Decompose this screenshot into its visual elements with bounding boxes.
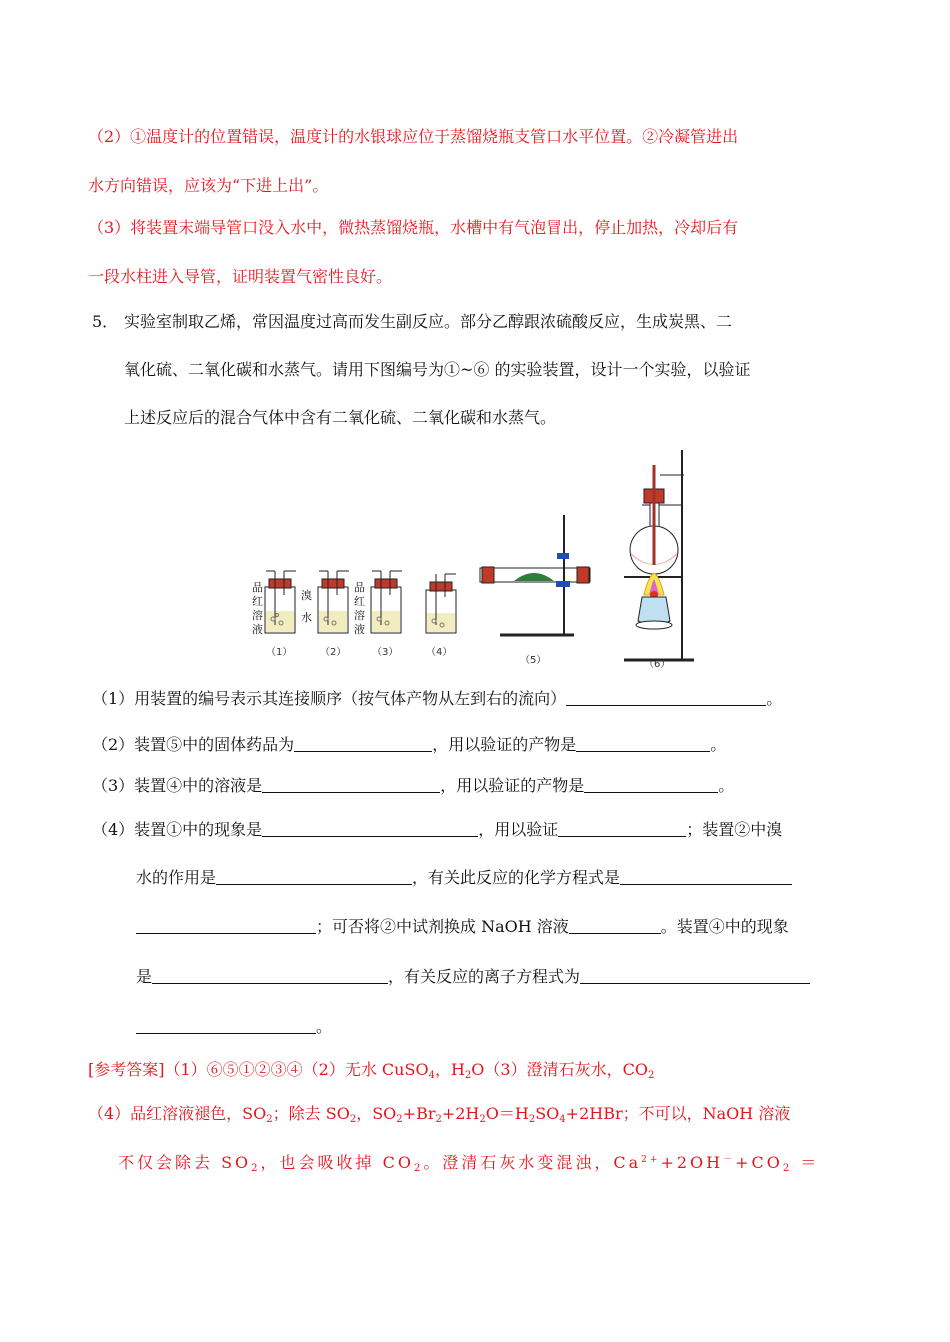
answer-blank[interactable] <box>584 776 718 793</box>
subscript: 2 <box>647 1070 655 1081</box>
question-line3: 上述反应后的混合气体中含有二氧化硫、二氧化碳和水蒸气。 <box>124 408 557 427</box>
period: 。 <box>718 776 735 795</box>
reference-answer-line3 <box>118 1152 819 1174</box>
prev-answer-p3-line1: （3）将装置末端导管口没入水中，微热蒸馏烧瓶，水槽中有气泡冒出，停止加热，冷却后有 <box>88 218 739 237</box>
question-line1: 实验室制取乙烯，常因温度过高而发生副反应。部分乙醇跟浓硫酸反应，生成炭黑、二 <box>124 312 733 331</box>
sub-question-3 <box>92 775 734 797</box>
bottle-1-text: 品红溶液 <box>252 581 263 636</box>
answer-blank[interactable] <box>262 776 440 793</box>
answer-text: （4）品红溶液褪色，SO <box>88 1104 267 1123</box>
answer-blank[interactable] <box>152 967 388 984</box>
sub-question-4-text-e: ，有关此反应的化学方程式是 <box>412 868 621 887</box>
sub-question-4-line4 <box>136 966 810 988</box>
label-apparatus-2: （2） <box>320 647 347 658</box>
subscript: 4 <box>428 1070 435 1081</box>
answer-blank[interactable] <box>620 868 792 885</box>
answer-text: ，SO <box>356 1104 397 1123</box>
answer-text: +Br <box>402 1104 436 1123</box>
answer-text: [参考答案]（1）⑥⑤①②③④（2）无水 CuSO <box>88 1060 429 1079</box>
question-line2: 氧化硫、二氧化碳和水蒸气。请用下图编号为①~⑥ 的实验装置，设计一个实验，以验证 <box>124 360 751 379</box>
sub-question-4-line5 <box>136 1016 332 1038</box>
label-apparatus-1: （1） <box>266 647 293 658</box>
answer-text: ，也会吸收掉 CO <box>260 1153 414 1172</box>
sub-question-4-text-g: 。装置④中的现象 <box>660 917 789 936</box>
answer-text: +2OH <box>660 1153 724 1172</box>
sub-question-2 <box>92 734 726 756</box>
bottle-1 <box>265 571 296 633</box>
flask-apparatus <box>624 450 694 660</box>
answer-text: +CO <box>735 1153 783 1172</box>
answer-blank[interactable] <box>294 735 432 752</box>
bottle-2 <box>318 571 349 633</box>
subscript: 2 <box>528 1114 536 1125</box>
sub-question-4-text-h: 是 <box>136 967 153 986</box>
reference-answer-line2 <box>88 1103 790 1125</box>
subscript: 2 <box>435 1114 442 1125</box>
prev-answer-p3-line2: 一段水柱进入导管，证明装置气密性良好。 <box>88 267 393 286</box>
subscript: 2 <box>479 1114 486 1125</box>
answer-text: +2H <box>441 1104 480 1123</box>
subscript: 4 <box>559 1114 566 1125</box>
sub-question-4-text-i: ，有关反应的离子方程式为 <box>388 967 581 986</box>
answer-text: ；除去 SO <box>272 1104 350 1123</box>
prev-answer-p2-line2: 水方向错误，应该为“下进上出”。 <box>88 176 329 195</box>
subscript: 2 <box>349 1114 357 1125</box>
sub-question-1 <box>92 688 782 710</box>
bottle-4 <box>426 574 456 633</box>
label-apparatus-6: （6） <box>644 659 671 670</box>
sub-question-4-line3 <box>136 916 789 938</box>
bottle-2-text: 溴水 <box>301 589 312 624</box>
answer-text: ＝ <box>800 1153 820 1172</box>
answer-text: ，H <box>434 1060 465 1079</box>
sub-question-4-text-f: ；可否将②中试剂换成 NaOH 溶液 <box>316 917 569 936</box>
drying-tube-apparatus <box>480 515 590 635</box>
answer-blank[interactable] <box>569 917 661 934</box>
subscript: 2 <box>414 1163 424 1174</box>
answer-text: O（3）澄清石灰水，CO <box>471 1060 648 1079</box>
sub-question-4-text-a: （4）装置①中的现象是 <box>92 820 263 839</box>
bottle-3-text: 品红溶液 <box>354 581 365 636</box>
subscript: 2 <box>266 1114 273 1125</box>
answer-blank[interactable] <box>566 689 766 706</box>
sub-question-4-line2 <box>136 867 792 889</box>
period: 。 <box>766 689 783 708</box>
answer-text: 不仅会除去 SO <box>118 1153 252 1172</box>
subscript: 2 <box>251 1163 261 1174</box>
sub-question-1-text: （1）用装置的编号表示其连接顺序（按气体产物从左到右的流向） <box>92 689 567 708</box>
sub-question-4-text-b: ，用以验证 <box>478 820 559 839</box>
subscript: 2 <box>464 1070 472 1081</box>
answer-blank[interactable] <box>576 735 710 752</box>
question-number: 5． <box>92 312 119 331</box>
answer-text: O＝H <box>485 1104 529 1123</box>
answer-text: 。澄清石灰水变混浊，Ca <box>423 1153 642 1172</box>
superscript: 2+ <box>641 1155 661 1165</box>
sub-question-3-text-b: ，用以验证的产物是 <box>440 776 585 795</box>
sub-question-2-text-a: （2）装置⑤中的固体药品为 <box>92 735 295 754</box>
prev-answer-p2-line1: （2）①温度计的位置错误，温度计的水银球应位于蒸馏烧瓶支管口水平位置。②冷凝管进出 <box>88 127 739 146</box>
label-apparatus-5: （5） <box>520 655 547 666</box>
answer-text: +2HBr；不可以，NaOH 溶液 <box>565 1104 791 1123</box>
answer-blank[interactable] <box>262 820 478 837</box>
answer-blank[interactable] <box>136 917 316 934</box>
apparatus-figure <box>244 445 714 671</box>
label-apparatus-3: （3） <box>372 647 399 658</box>
period: 。 <box>316 1017 333 1036</box>
reference-answer-line1 <box>88 1059 654 1081</box>
sub-question-4-text-d: 水的作用是 <box>136 868 217 887</box>
subscript: 2 <box>782 1163 793 1174</box>
sub-question-4-text-c: ；装置②中溴 <box>686 820 783 839</box>
answer-blank[interactable] <box>136 1017 316 1034</box>
sub-question-2-text-b: ，用以验证的产物是 <box>432 735 577 754</box>
answer-text: SO <box>535 1104 560 1123</box>
answer-blank[interactable] <box>558 820 686 837</box>
apparatus-diagram <box>244 445 714 671</box>
sub-question-3-text-a: （3）装置④中的溶液是 <box>92 776 263 795</box>
answer-blank[interactable] <box>216 868 412 885</box>
sub-question-4-line1 <box>92 819 782 841</box>
period: 。 <box>710 735 727 754</box>
superscript: － <box>723 1155 736 1165</box>
label-apparatus-4: （4） <box>426 647 453 658</box>
subscript: 2 <box>396 1114 403 1125</box>
answer-blank[interactable] <box>580 967 810 984</box>
bottle-3 <box>371 571 402 633</box>
